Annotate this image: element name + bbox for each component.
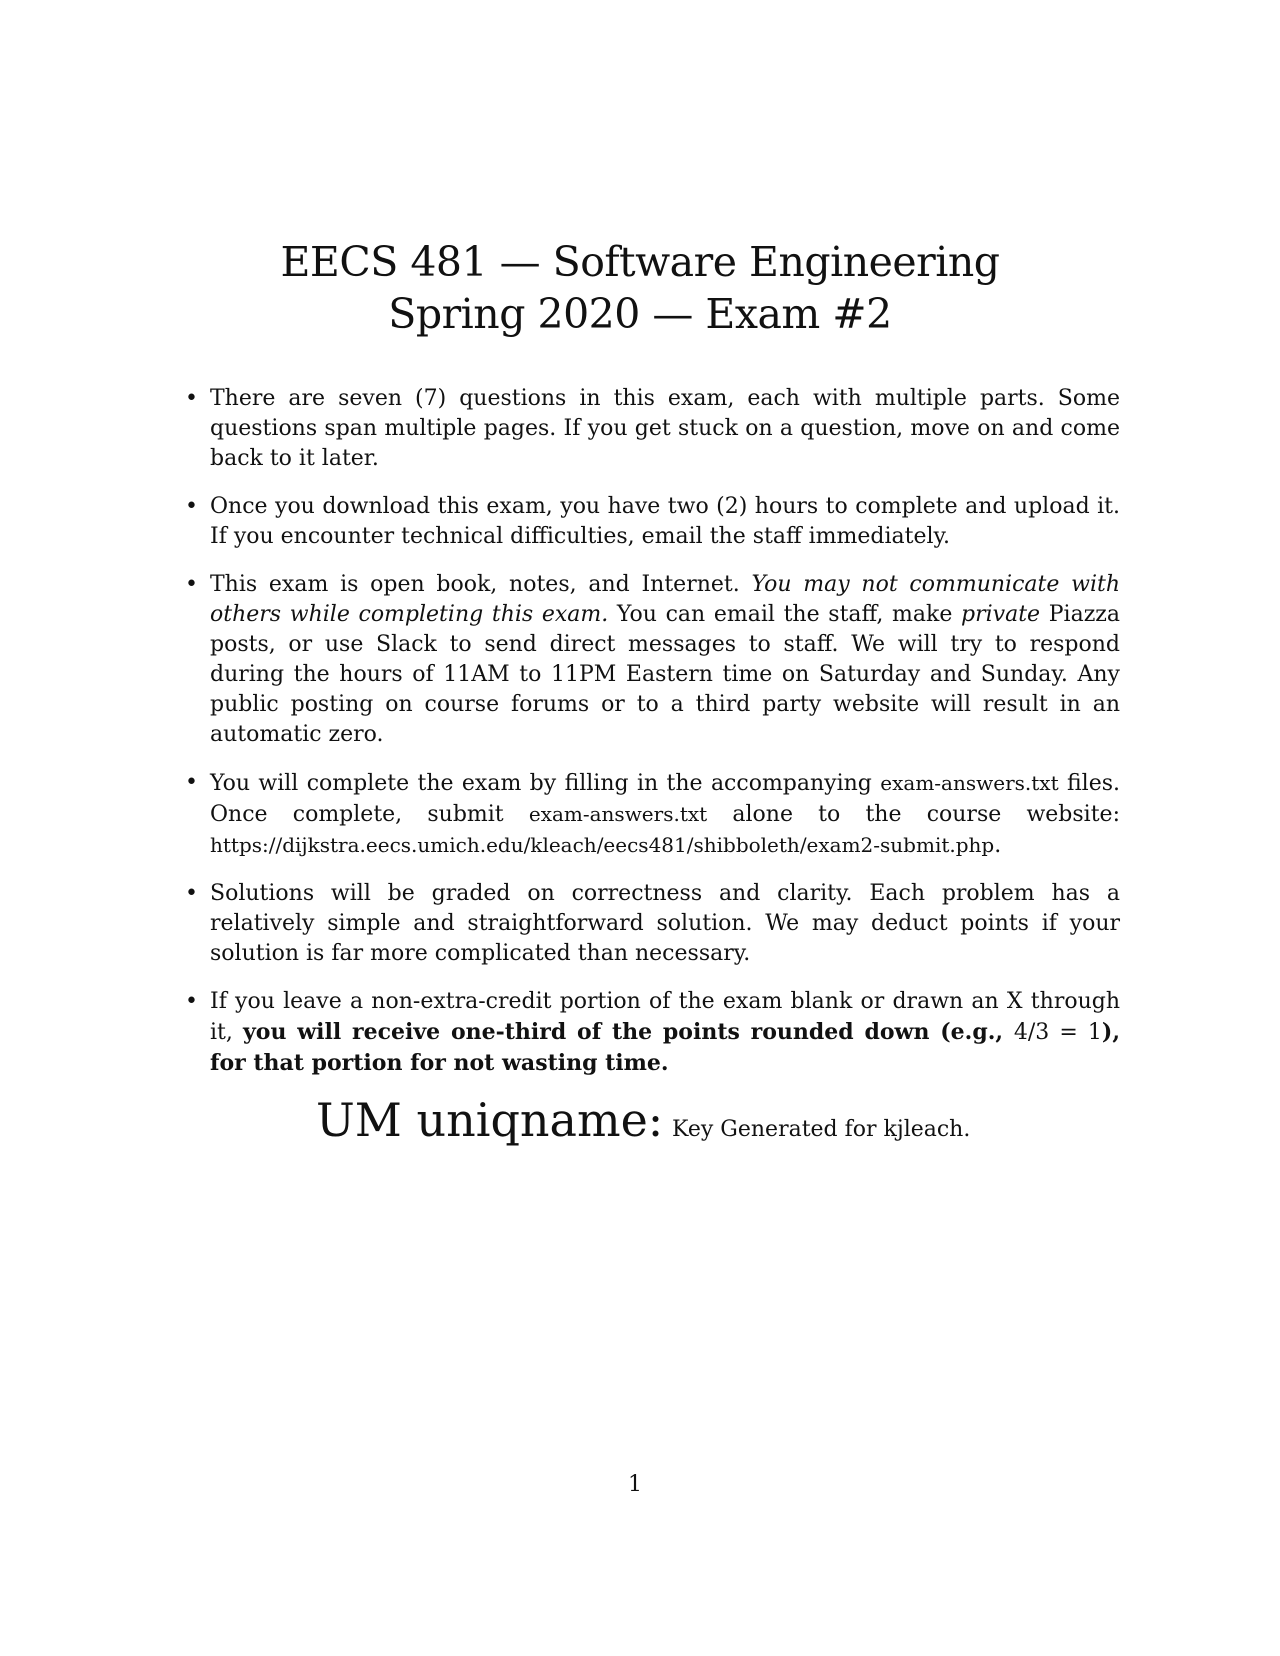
instruction-text: There are seven (7) questions in this exam, each with multiple parts. Some questions span multiple pages. If you get stuck on a question, move on and come back to it later. [210, 386, 1120, 471]
instruction-text: exam-answers.txt [528, 802, 708, 826]
bullet-icon: • [185, 494, 198, 519]
instruction-text: This exam is open book, notes, and Internet. [210, 572, 752, 597]
instruction-item [185, 768, 1120, 861]
bullet-icon: • [185, 386, 198, 411]
bullet-icon: • [185, 572, 198, 597]
instruction-item [185, 492, 1120, 552]
instruction-item [185, 879, 1120, 969]
instruction-text: alone to the course website: [707, 802, 1120, 827]
instruction-text: 4/3 = 1 [1013, 1020, 1102, 1045]
exam-title [0, 236, 1280, 340]
instruction-text: ), for that portion for not wasting time. [210, 1019, 1120, 1076]
bullet-icon: • [185, 881, 198, 906]
course-title: EECS 481 — Software Engineering [280, 238, 1000, 286]
instructions-list [185, 384, 1120, 1097]
instruction-text: You will complete the exam by filling in the accompanying [210, 771, 881, 796]
instruction-text: Piazza posts, or use Slack to send direct messages to staff. We will try to respond during the hours of 11AM to 11PM Eastern time on Saturday and Sunday. Any public posting on course forums or to a third party website will result in an automatic zero. [210, 602, 1120, 747]
page-number: 1 [628, 1472, 642, 1497]
bullet-icon: • [185, 989, 198, 1014]
instruction-text: If you leave a non-extra-credit portion of the exam blank or drawn an X through it, [210, 989, 1120, 1045]
uniqname-label: UM uniqname: [316, 1093, 664, 1147]
instruction-text: You may not communicate with others while completing this exam. [210, 572, 1120, 627]
instruction-text: Solutions will be graded on correctness and clarity. Each problem has a relatively simple and straightforward solution. We may deduct points if your solution is far more complicated than necessary. [210, 881, 1120, 966]
instruction-text: . [994, 833, 1002, 858]
instruction-text: private [961, 602, 1041, 627]
instruction-text: you will receive one-third of the points rounded down (e.g., [243, 1019, 1014, 1045]
bullet-icon: • [185, 770, 198, 795]
instruction-text: Once you download this exam, you have two (2) hours to complete and upload it. If you encounter technical difficulties, email the staff immediately. [210, 494, 1120, 549]
instruction-text: https://dijkstra.eecs.umich.edu/kleach/eecs481/shibboleth/exam2-submit.php [210, 833, 995, 857]
instruction-text: exam-answers.txt [880, 771, 1059, 795]
exam-subtitle: Spring 2020 — Exam #2 [388, 290, 892, 338]
instruction-item [185, 987, 1120, 1079]
instruction-item [185, 384, 1120, 474]
instruction-text: You can email the staff, make [608, 602, 962, 627]
uniqname-value: Key Generated for kjleach. [672, 1117, 971, 1142]
instruction-text: files. Once complete, submit [210, 771, 1120, 827]
instruction-item [185, 570, 1120, 750]
